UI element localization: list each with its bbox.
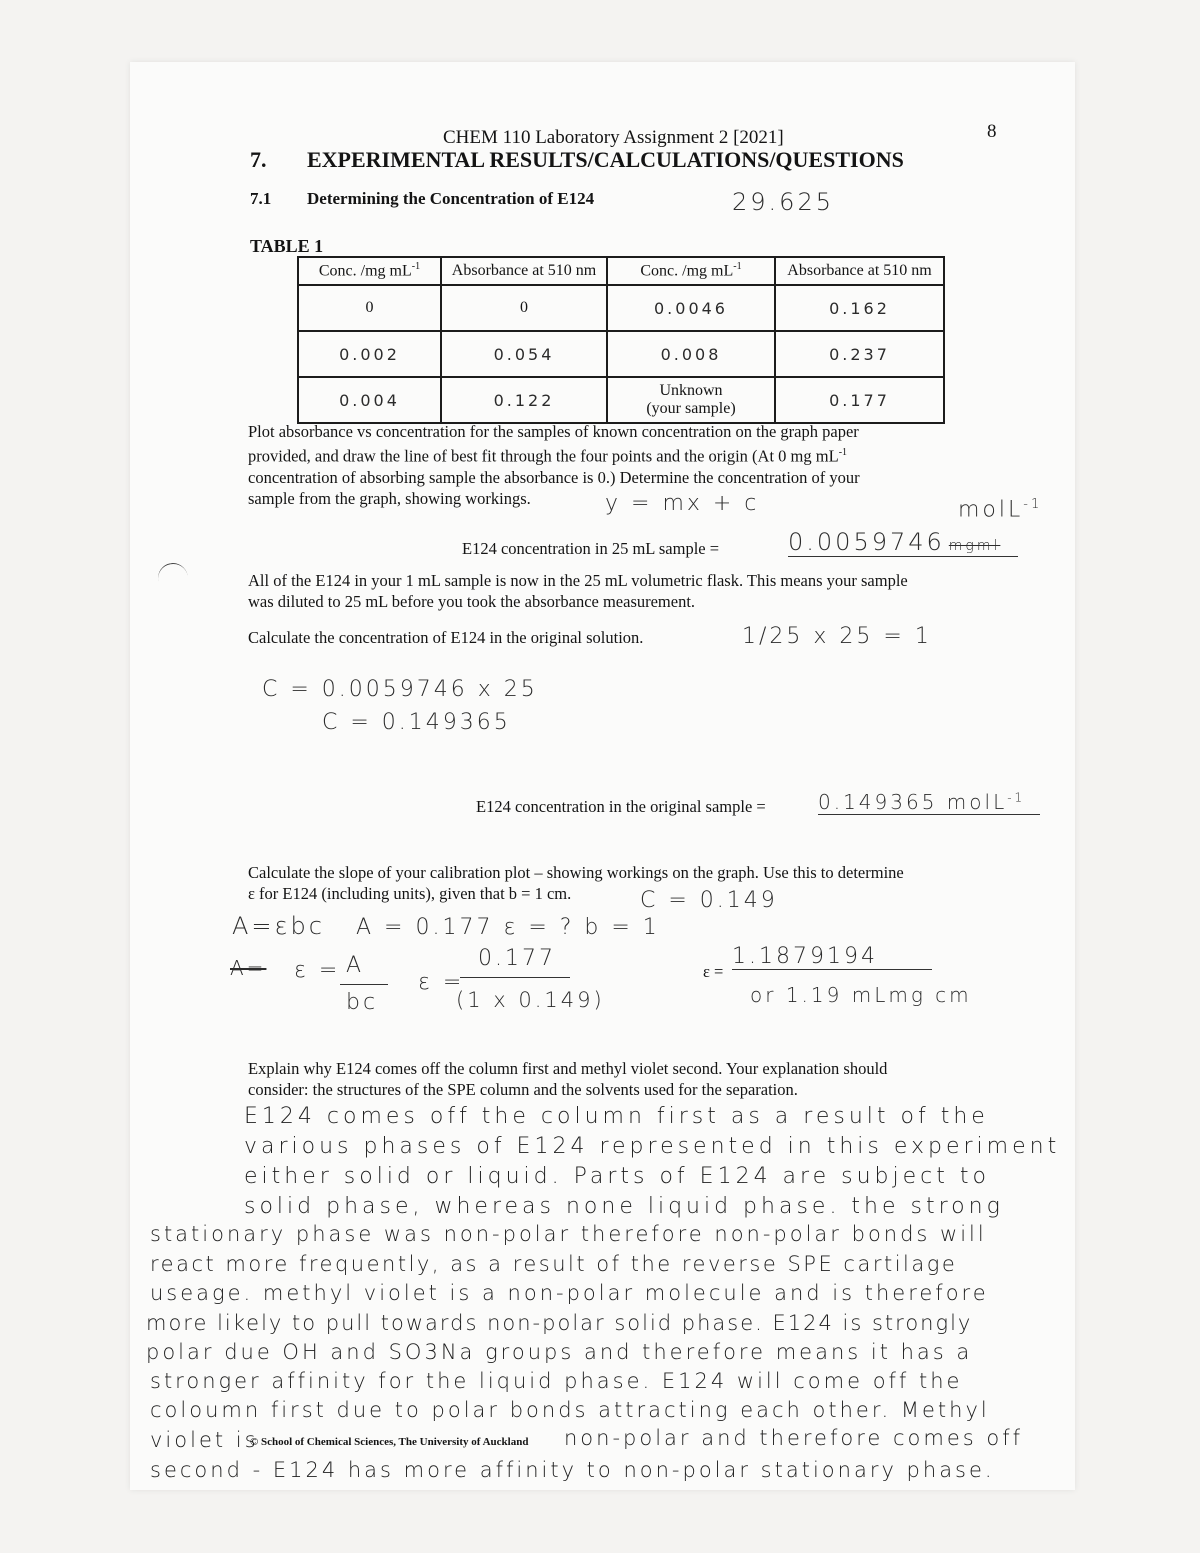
essay-line: stronger affinity for the liquid phase. E124 will come off the xyxy=(150,1369,963,1393)
handwritten-ebc: A=εbc xyxy=(232,912,325,940)
unknown-sublabel: (your sample) xyxy=(646,400,736,417)
orig-conc-label: E124 concentration in the original sample = xyxy=(476,797,766,816)
epsilon-value: 1.1879194 xyxy=(732,944,932,970)
fraction-numerator: A xyxy=(346,953,365,978)
fraction-bar xyxy=(340,984,388,985)
section-number: 7. xyxy=(250,147,267,172)
essay-line: solid phase, whereas none liquid phase. the strong xyxy=(244,1194,1004,1219)
calc-prompt: Calculate the concentration of E124 in the original solution. xyxy=(248,628,644,647)
struck-text: A= xyxy=(230,956,267,980)
handwritten-work-1: C = 0.0059746 x 25 xyxy=(262,677,538,702)
data-table xyxy=(297,256,945,424)
subsection-number: 7.1 xyxy=(250,189,272,208)
explain-instructions xyxy=(248,1058,1008,1100)
table-cell: 0.008 xyxy=(607,331,775,377)
table-row xyxy=(298,331,944,377)
plot-line: sample from the graph, showing workings. xyxy=(248,488,531,508)
table-cell: 0 xyxy=(441,285,607,331)
epsilon-label: ε = xyxy=(703,962,724,981)
table-header-row xyxy=(298,257,944,285)
table-header-cell: Conc. /mg $mL^{-1}$ xyxy=(607,257,775,285)
table-header-cell: Absorbance at 510 nm xyxy=(775,257,944,285)
table-cell: 0.054 xyxy=(441,331,607,377)
page-number: 8 xyxy=(987,121,997,142)
plot-line: provided, and draw the line of best fit through the four points and the origin (At 0 mg $mL^{-1}$ xyxy=(248,446,848,466)
conc-25ml-value: 0.0059746 mgml xyxy=(788,528,1018,557)
table-cell-unknown xyxy=(607,377,775,423)
fraction-denominator-2: (1 x 0.149) xyxy=(456,988,605,1012)
table-cell: 0.002 xyxy=(298,331,441,377)
fraction-denominator: bc xyxy=(346,990,379,1015)
handwritten-work-2: C = 0.149365 xyxy=(322,710,511,735)
table-row xyxy=(298,285,944,331)
table-label: TABLE 1 xyxy=(250,236,324,256)
dilution-text xyxy=(248,570,1008,612)
handwritten-c: C = 0.149 xyxy=(640,888,778,913)
essay-line: either solid or liquid. Parts of E124 are subject to xyxy=(244,1164,990,1189)
epsilon-alt: or 1.19 mLmg cm xyxy=(750,983,972,1007)
plot-line: concentration of absorbing sample the absorbance is 0.) Determine the concentration of your xyxy=(248,467,860,487)
unknown-label: Unknown xyxy=(659,382,723,399)
plot-line: Plot absorbance vs concentration for the samples of known concentration on the graph paper xyxy=(248,422,859,441)
handwritten-unit: molL$^{-1}$ xyxy=(958,497,1043,523)
dilution-line: was diluted to 25 mL before you took the absorbance measurement. xyxy=(248,592,696,611)
table-cell: 0.237 xyxy=(775,331,944,377)
section-title: EXPERIMENTAL RESULTS/CALCULATIONS/QUESTIONS xyxy=(307,147,904,172)
essay-line: react more frequently, as a result of the reverse SPE cartilage xyxy=(150,1252,958,1276)
table-cell: 0.122 xyxy=(441,377,607,423)
table-header-cell: Conc. /mg $mL^{-1}$ xyxy=(298,257,441,285)
essay-line: polar due OH and SO3Na groups and therefore means it has a xyxy=(146,1340,973,1364)
slope-line: Calculate the slope of your calibration plot – showing workings on the graph. Use this to determine xyxy=(248,863,904,882)
table-cell: 0.004 xyxy=(298,377,441,423)
slope-line: ε for E124 (including units), given that b = 1 cm. xyxy=(248,884,572,903)
table-cell: 0.162 xyxy=(775,285,944,331)
subsection-title: Determining the Concentration of E124 xyxy=(307,189,595,208)
essay-line: violet is xyxy=(150,1428,259,1452)
fraction-numerator-2: 0.177 xyxy=(478,946,556,971)
fraction-bar-2 xyxy=(460,977,570,978)
table-header-cell: Absorbance at 510 nm xyxy=(441,257,607,285)
essay-line: E124 comes off the column first as a result of the xyxy=(244,1104,989,1129)
explain-line: Explain why E124 comes off the column first and methyl violet second. Your explanation should xyxy=(248,1059,888,1078)
table-cell: 0.0046 xyxy=(607,285,775,331)
handwritten-values: A = 0.177 ε = ? b = 1 xyxy=(356,915,660,940)
footer-copyright: © School of Chemical Sciences, The University of Auckland xyxy=(250,1436,529,1448)
handwritten-dilution: 1/25 x 25 = 1 xyxy=(742,624,932,649)
dilution-line: All of the E124 in your 1 mL sample is now in the 25 mL volumetric flask. This means your sample xyxy=(248,571,908,590)
essay-line: non-polar and therefore comes off xyxy=(564,1426,1024,1450)
handwritten-eps: ε = xyxy=(294,958,341,983)
handwritten-equation: y = mx + c xyxy=(605,491,760,516)
essay-line: various phases of E124 represented in this experiment xyxy=(244,1134,1061,1159)
orig-conc-value: 0.149365 molL$^{-1}$ xyxy=(818,790,1040,815)
table-cell: 0.177 xyxy=(775,377,944,423)
course-header: CHEM 110 Laboratory Assignment 2 [2021] xyxy=(443,127,784,148)
conc-25ml-label: E124 concentration in 25 mL sample = xyxy=(462,539,720,558)
table-cell: 0 xyxy=(298,285,441,331)
essay-line: second - E124 has more affinity to non-polar stationary phase. xyxy=(150,1458,995,1482)
slope-instructions xyxy=(248,862,1008,904)
table-row xyxy=(298,377,944,423)
explain-line: consider: the structures of the SPE column and the solvents used for the separation. xyxy=(248,1080,798,1099)
essay-line: coloumn first due to polar bonds attracting each other. Methyl xyxy=(150,1398,990,1422)
handwritten-eps-2: ε = xyxy=(418,970,465,995)
handwritten-note: 29.625 xyxy=(732,188,834,216)
essay-line: useage. methyl violet is a non-polar molecule and is therefore xyxy=(150,1281,989,1305)
essay-line: more likely to pull towards non-polar solid phase. E124 is strongly xyxy=(146,1311,973,1335)
essay-line: stationary phase was non-polar therefore non-polar bonds will xyxy=(150,1222,987,1246)
